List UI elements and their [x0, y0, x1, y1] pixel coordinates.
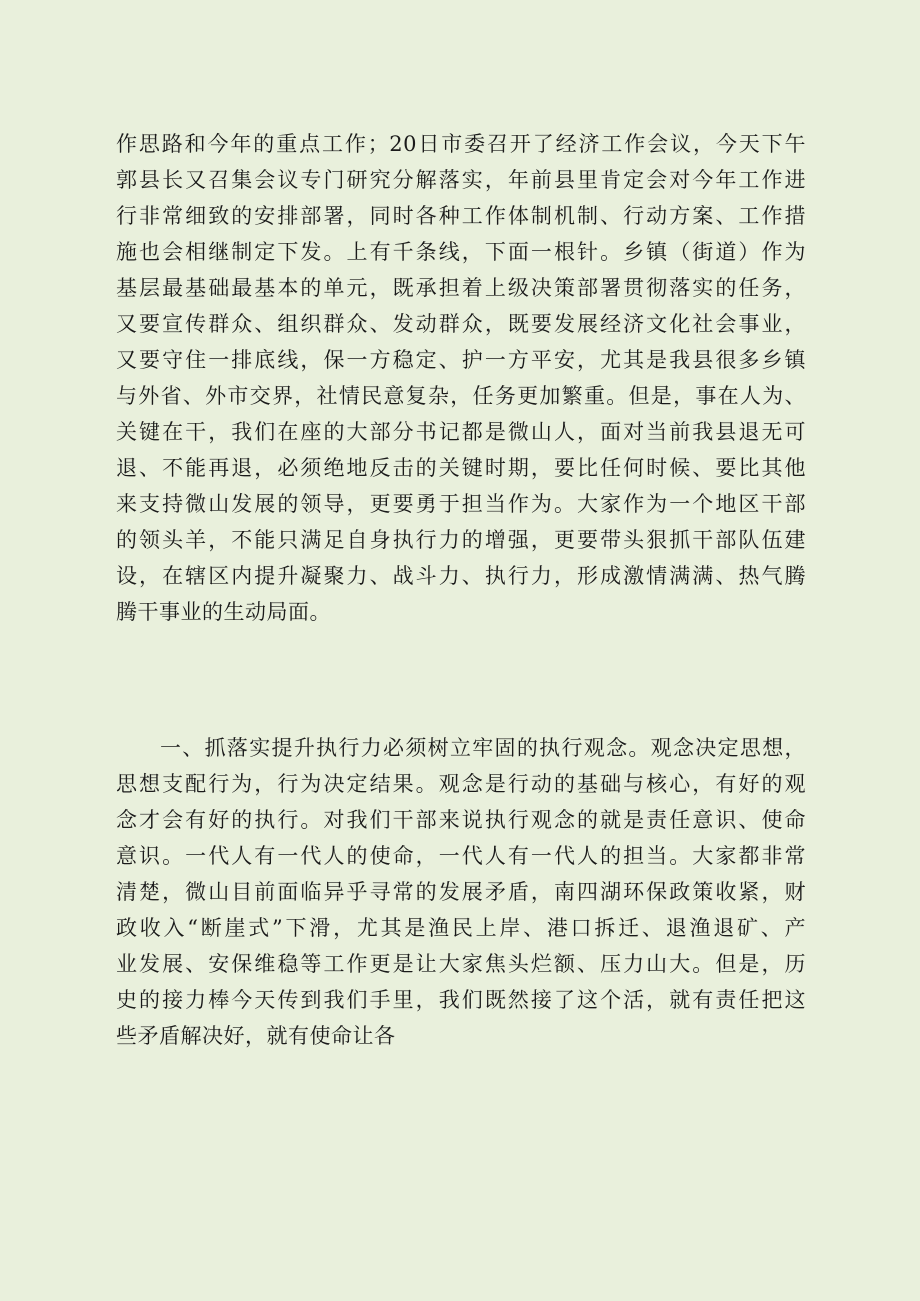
- text-line: 业发展、安保维稳等工作更是让大家焦头烂额、压力山大。但是，历: [116, 952, 806, 976]
- paragraph-2: [116, 730, 806, 1054]
- text-line: 施也会相继制定下发。上有千条线，下面一根针。乡镇（街道）作为: [116, 240, 806, 264]
- text-line: 退、不能再退，必须绝地反击的关键时期，要比任何时候、要比其他: [116, 456, 806, 480]
- text-line: 与外省、外市交界，社情民意复杂，任务更加繁重。但是，事在人为、: [116, 384, 806, 408]
- text-line: 念才会有好的执行。对我们干部来说执行观念的就是责任意识、使命: [116, 808, 806, 832]
- text-line: 又要守住一排底线，保一方稳定、护一方平安，尤其是我县很多乡镇: [116, 348, 806, 372]
- text-line: 些矛盾解决好，就有使命让各: [116, 1024, 396, 1048]
- section-heading-line: 一、抓落实提升执行力必须树立牢固的执行观念。观念决定思想，: [160, 736, 806, 760]
- text-line: 的领头羊，不能只满足自身执行力的增强，更要带头狠抓干部队伍建: [116, 528, 806, 552]
- text-line: 思想支配行为，行为决定结果。观念是行动的基础与核心，有好的观: [116, 772, 806, 796]
- paragraph-1: [116, 126, 806, 630]
- text-line: 关键在干，我们在座的大部分书记都是微山人，面对当前我县退无可: [116, 420, 806, 444]
- text-line: 设，在辖区内提升凝聚力、战斗力、执行力，形成激情满满、热气腾: [116, 564, 806, 588]
- text-line: 政收入“断崖式”下滑，尤其是渔民上岸、港口拆迁、退渔退矿、产: [116, 916, 806, 940]
- text-line: 又要宣传群众、组织群众、发动群众，既要发展经济文化社会事业，: [116, 312, 806, 336]
- text-line: 来支持微山发展的领导，更要勇于担当作为。大家作为一个地区干部: [116, 492, 806, 516]
- text-line: 意识。一代人有一代人的使命，一代人有一代人的担当。大家都非常: [116, 844, 806, 868]
- text-line: 腾干事业的生动局面。: [116, 600, 331, 624]
- text-line: 史的接力棒今天传到我们手里，我们既然接了这个活，就有责任把这: [116, 988, 806, 1012]
- text-line: 基层最基础最基本的单元，既承担着上级决策部署贯彻落实的任务，: [116, 276, 806, 300]
- text-line: 清楚，微山目前面临异乎寻常的发展矛盾，南四湖环保政策收紧，财: [116, 880, 806, 904]
- text-line: 作思路和今年的重点工作；20日市委召开了经济工作会议，今天下午: [116, 132, 806, 156]
- text-line: 行非常细致的安排部署，同时各种工作体制机制、行动方案、工作措: [116, 204, 806, 228]
- text-line: 郭县长又召集会议专门研究分解落实，年前县里肯定会对今年工作进: [116, 168, 806, 192]
